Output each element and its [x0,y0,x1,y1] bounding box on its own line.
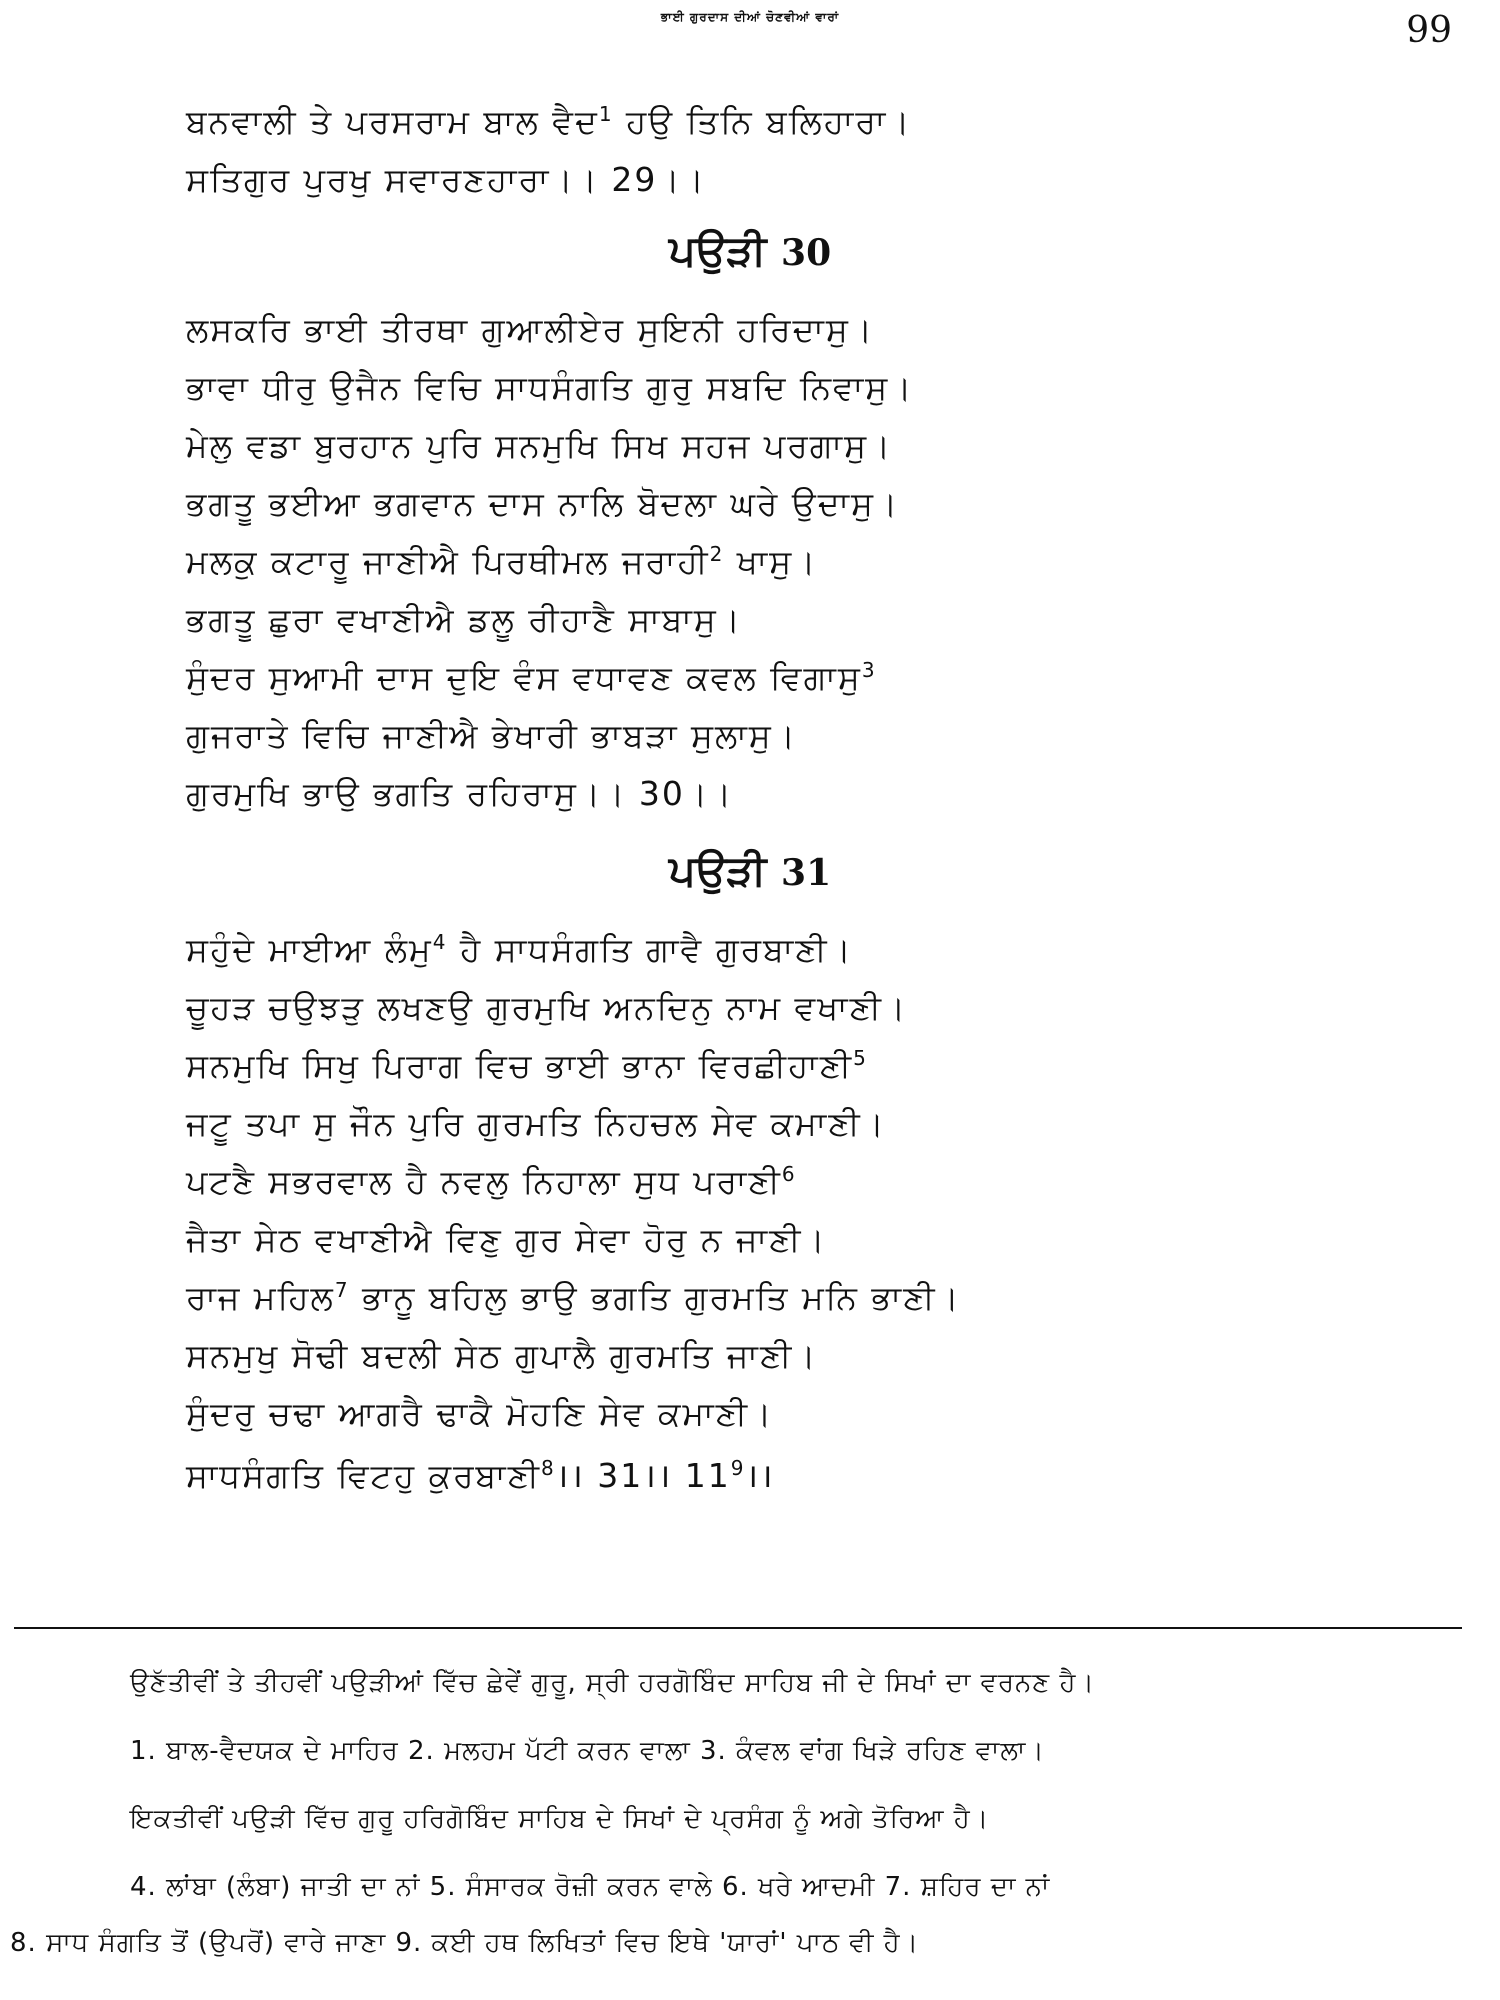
footnote-intro: ਉਣੱਤੀਵੀਂ ਤੇ ਤੀਹਵੀਂ ਪਉੜੀਆਂ ਵਿੱਚ ਛੇਵੇਂ ਗੁਰੂ, ਸ੍ਰੀ ਹਰਗੋਬਿੰਦ ਸਾਹਿਬ ਜੀ ਦੇ ਸਿਖਾਂ ਦਾ ਵਰਨਣ ਹੈ। [130,1668,1095,1698]
verse-line: ਜਟੂ ਤਪਾ ਸੁ ਜੌਨ ਪੁਰਿ ਗੁਰਮਤਿ ਨਿਹਚਲ ਸੇਵ ਕਮਾਣੀ। [186,1104,886,1143]
footnote-marker: 6 [781,1162,797,1186]
running-title: ਭਾਈ ਗੁਰਦਾਸ ਦੀਆਂ ਚੋਣਵੀਆਂ ਵਾਰਾਂ [660,10,840,24]
footnote-marker: 9 [730,1456,746,1480]
verse-line: ਮਲਕੁ ਕਟਾਰੂ ਜਾਣੀਐ ਪਿਰਥੀਮਲ ਜਰਾਹੀ$^2$ ਖਾਸੁ। [186,542,818,581]
running-header [0,10,1500,70]
footnote-marker: 2 [709,542,725,566]
pauri-heading-30: ਪਉੜੀ 30 [668,226,832,275]
verse-line: ਭਾਵਾ ਧੀਰੁ ਉਜੈਨ ਵਿਚਿ ਸਾਧਸੰਗਤਿ ਗੁਰੁ ਸਬਦਿ ਨਿਵਾਸੁ। [186,368,914,407]
verse-line: ਲਸਕਰਿ ਭਾਈ ਤੀਰਥਾ ਗੁਆਲੀਏਰ ਸੁਇਨੀ ਹਰਿਦਾਸੁ। [186,310,875,349]
footnote-glosses: 8. ਸਾਧ ਸੰਗਤਿ ਤੋਂ (ਉਪਰੋਂ) ਵਾਰੇ ਜਾਣਾ 9. ਕਈ ਹਥ ਲਿਖਿਤਾਂ ਵਿਚ ਇਥੇ 'ਯਾਰਾਂ' ਪਾਠ ਵੀ ਹੈ। [10,1928,920,1958]
verse-line: ਸੁੰਦਰੁ ਚਢਾ ਆਗਰੈ ਢਾਕੈ ਮੋਹਣਿ ਸੇਵ ਕਮਾਣੀ। [186,1394,774,1433]
footnote-marker: 7 [334,1278,350,1302]
footnote-divider [14,1627,1462,1629]
verse-line: ਸੁੰਦਰ ਸੁਆਮੀ ਦਾਸ ਦੁਇ ਵੰਸ ਵਧਾਵਣ ਕਵਲ ਵਿਗਾਸੁ$^3$ [186,658,877,697]
footnote-glosses: 4. ਲਾਂਬਾ (ਲੰਬਾ) ਜਾਤੀ ਦਾ ਨਾਂ 5. ਸੰਸਾਰਕ ਰੋਜ਼ੀ ਕਰਨ ਵਾਲੇ 6. ਖਰੇ ਆਦਮੀ 7. ਸ਼ਹਿਰ ਦਾ ਨਾਂ [130,1872,1051,1902]
verse-line: ਚੂਹੜ ਚਉਝੜੁ ਲਖਣਉ ਗੁਰਮੁਖਿ ਅਨਦਿਨੁ ਨਾਮ ਵਖਾਣੀ। [186,988,908,1027]
verse-line: ਗੁਰਮੁਖਿ ਭਾਉ ਭਗਤਿ ਰਹਿਰਾਸੁ।। 30।। [186,774,734,813]
verse-line: ਸਨਮੁਖੁ ਸੋਢੀ ਬਦਲੀ ਸੇਠ ਗੁਪਾਲੈ ਗੁਰਮਤਿ ਜਾਣੀ। [186,1336,818,1375]
verse-line: ਬਨਵਾਲੀ ਤੇ ਪਰਸਰਾਮ ਬਾਲ ਵੈਦ$^1$ ਹਉ ਤਿਨਿ ਬਲਿਹਾਰਾ। [186,102,912,141]
verse-line: ਸਤਿਗੁਰ ਪੁਰਖੁ ਸਵਾਰਣਹਾਰਾ।। 29।। [186,160,706,199]
footnote-glosses: 1. ਬਾਲ-ਵੈਦਯਕ ਦੇ ਮਾਹਿਰ 2. ਮਲਹਮ ਪੱਟੀ ਕਰਨ ਵਾਲਾ 3. ਕੰਵਲ ਵਾਂਗ ਖਿੜੇ ਰਹਿਣ ਵਾਲਾ। [130,1736,1045,1766]
footnote-marker: 3 [861,658,877,682]
page-number: 99 [1406,10,1452,51]
pauri-heading-31: ਪਉੜੀ 31 [668,846,832,895]
verse-line: ਸਹੁੰਦੇ ਮਾਈਆ ਲੰਮੁ$^4$ ਹੈ ਸਾਧਸੰਗਤਿ ਗਾਵੈ ਗੁਰਬਾਣੀ। [186,930,853,969]
verse-line: ਮੇਲੁ ਵਡਾ ਬੁਰਹਾਨ ਪੁਰਿ ਸਨਮੁਖਿ ਸਿਖ ਸਹਜ ਪਰਗਾਸੁ। [186,426,893,465]
footnote-intro: ਇਕਤੀਵੀਂ ਪਉੜੀ ਵਿੱਚ ਗੁਰੂ ਹਰਿਗੋਬਿੰਦ ਸਾਹਿਬ ਦੇ ਸਿਖਾਂ ਦੇ ਪ੍ਰਸੰਗ ਨੂੰ ਅਗੇ ਤੋਰਿਆ ਹੈ। [130,1804,990,1834]
verse-line: ਰਾਜ ਮਹਿਲ$^7$ ਭਾਨੂ ਬਹਿਲੁ ਭਾਉ ਭਗਤਿ ਗੁਰਮਤਿ ਮਨਿ ਭਾਣੀ। [186,1278,961,1317]
verse-line: ਸਨਮੁਖਿ ਸਿਖੁ ਪਿਰਾਗ ਵਿਚ ਭਾਈ ਭਾਨਾ ਵਿਰਛੀਹਾਣੀ$^5$ [186,1046,868,1085]
footnote-marker: 8 [541,1456,556,1480]
verse-line: ਪਟਣੈ ਸਭਰਵਾਲ ਹੈ ਨਵਲੁ ਨਿਹਾਲਾ ਸੁਧ ਪਰਾਣੀ$^6$ [186,1162,797,1201]
verse-line: ਜੈਤਾ ਸੇਠ ਵਖਾਣੀਐ ਵਿਣੁ ਗੁਰ ਸੇਵਾ ਹੋਰੁ ਨ ਜਾਣੀ। [186,1220,827,1259]
verse-line: ਭਗਤੂ ਭਈਆ ਭਗਵਾਨ ਦਾਸ ਨਾਲਿ ਬੋਦਲਾ ਘਰੇ ਉਦਾਸੁ। [186,484,900,523]
footnote-marker: 4 [432,930,448,954]
verse-line: ਗੁਜਰਾਤੇ ਵਿਚਿ ਜਾਣੀਐ ਭੇਖਾਰੀ ਭਾਬੜਾ ਸੁਲਾਸੁ। [186,716,797,755]
footnote-marker: 1 [598,102,614,126]
footnote-marker: 5 [853,1046,868,1070]
verse-line: ਭਗਤੂ ਛੁਰਾ ਵਖਾਣੀਐ ਡਲੂ ਰੀਹਾਣੈ ਸਾਬਾਸੁ। [186,600,743,639]
verse-line: ਸਾਧਸੰਗਤਿ ਵਿਟਹੁ ਕੁਰਬਾਣੀ$^8$।। 31।। 11$^9$।। [186,1456,775,1495]
